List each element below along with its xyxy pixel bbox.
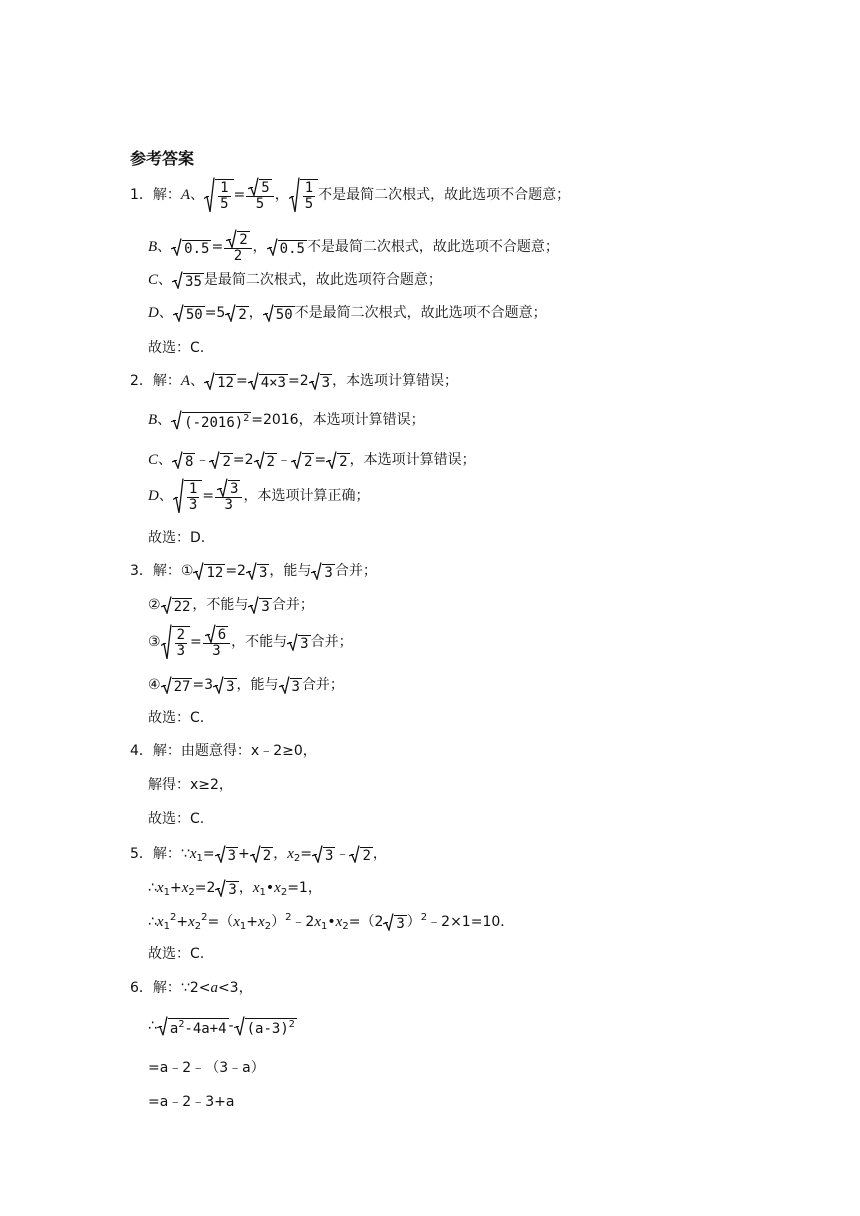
q3-l3-end: 合并；	[310, 633, 353, 650]
q2-b-text: =2016，本选项计算错误；	[251, 412, 425, 428]
q3-l4-text: 能与	[250, 677, 279, 693]
q3-l1-end: 合并；	[334, 563, 377, 579]
q6-line-1: 6．解：∵2<a<3，	[130, 980, 253, 996]
q4-l1: 解：由题意得：x﹣2≥0，	[152, 743, 317, 759]
q3-line-2: ② 22 ，不能与 3 合并；	[148, 597, 314, 615]
q3-answer: 故选：C.	[148, 710, 205, 726]
q3-l2-end: 合并；	[271, 597, 314, 613]
q2-answer: 故选：D.	[148, 530, 206, 546]
q4-answer: 故选：C.	[148, 811, 205, 827]
q2-line-d: D、 $\frac{1}{3}$ = $\frac{3}{3}$ ，本选项计算正确；	[148, 478, 369, 514]
q6-line-2: ∴ $a^2-4a+4$ - $(a-3)^2$	[148, 1018, 295, 1037]
q5-line-1: 5．解：$\because x_1=$ 3 + 2 ，$x_2=$ 3 ﹣ 2 ，	[130, 846, 387, 864]
q4-line-2: 解得：x≥2，	[148, 777, 233, 793]
q5-line-2: $\therefore x_1+x_2=2$ 3 ，$x_1•x_2=1$，	[148, 880, 322, 898]
q2-d-text: 本选项计算正确；	[257, 487, 370, 504]
q2-line-a: 2．解：A、 12 = 4×3 =2 3 ，本选项计算错误；	[130, 373, 459, 391]
q1-line-c: C、 35 是最简二次根式，故此选项符合题意；	[148, 272, 442, 290]
page-title: 参考答案	[130, 149, 195, 168]
q1-line-a: 1．解：A、 $\frac{1}{5}$ = $\frac{5}{5}$ ， $\frac{1}{5}$ 不是最简二次根式，故此选项不合题意；	[130, 177, 570, 213]
q3-line-4: ④ 27 =3 3 ，能与 3 合并；	[148, 677, 344, 695]
q3-l4-end: 合并；	[301, 677, 344, 693]
q1-d-text: 不是最简二次根式，故此选项不合题意；	[294, 305, 547, 321]
q6-line-3: =a﹣2﹣（3﹣a）	[148, 1060, 265, 1076]
q5-answer: 故选：C.	[148, 946, 205, 962]
q1-a-text: 不是最简二次根式，故此选项不合题意；	[318, 186, 571, 203]
q4-line-1: 4．解：由题意得：x﹣2≥0，	[130, 743, 317, 759]
q1-answer: 故选：C.	[148, 340, 205, 356]
q3-line-1: 3．解：① 12 =2 3 ，能与 3 合并；	[130, 563, 377, 581]
q2-a-text: 本选项计算错误；	[346, 373, 459, 389]
q1-b-text: 不是最简二次根式，故此选项不合题意；	[306, 238, 559, 255]
q1-line-d: D、 50 =5 2 ， 50 不是最简二次根式，故此选项不合题意；	[148, 305, 547, 323]
q1-line-b: B、 0.5 = $\frac{2}{2}$ ， 0.5 不是最简二次根式，故此选项不合题意；	[148, 229, 559, 265]
q3-l2-text: 不能与	[206, 597, 249, 613]
q2-c-text: 本选项计算错误；	[363, 452, 476, 468]
q1-c-text: 是最简二次根式，故此选项符合题意；	[203, 272, 442, 288]
q2-line-c: C、 8 ﹣ 2 =2 2 ﹣ 2 = 2 ，本选项计算错误；	[148, 452, 476, 470]
q3-l1-text: 能与	[283, 563, 312, 579]
sqrt-sign: $\frac{1}{5}$	[204, 177, 233, 213]
q2-line-b: B、 $(-2016)^2 =2016$，本选项计算错误；	[148, 412, 425, 431]
q3-l3-text: 不能与	[245, 633, 288, 650]
q3-line-3: ③ $\frac{2}{3}$ = $\frac{6}{3}$ ，不能与 3 合并；	[148, 624, 353, 660]
q5-line-3: $\therefore x_1^2+x_2^2=(x_1+x_2)^2﹣2x_1•x_2=(2$ 3 ）$^2$﹣2×1=10．	[148, 912, 515, 932]
q6-line-4: =a﹣2﹣3+a	[148, 1094, 235, 1110]
